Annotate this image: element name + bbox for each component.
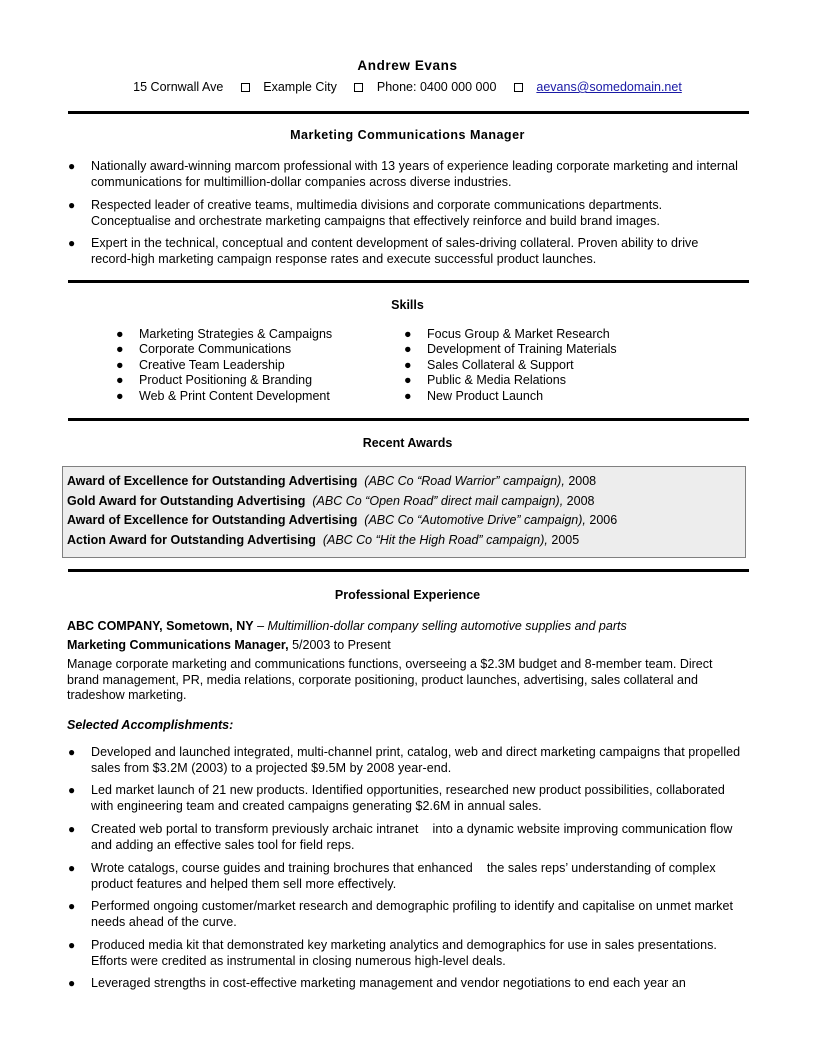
role-line <box>67 638 391 652</box>
skill-item: ● New Product Launch <box>404 388 544 403</box>
separator-box-icon <box>354 83 363 92</box>
email-link[interactable]: aevans@somedomain.net <box>536 80 682 94</box>
company-description: – Multimillion-dollar company selling automotive supplies and parts <box>257 619 627 633</box>
skill-item: ● Creative Team Leadership <box>116 357 285 372</box>
separator-box-icon <box>241 83 250 92</box>
awards-heading: Recent Awards <box>362 436 453 450</box>
city: Example City <box>263 80 337 94</box>
resume-page: Andrew Evans 15 Cornwall Ave Example City Phone: 0400 000 000 aevans@somedomain.net Marketing Communications Manager ● Nationally award-winning marcom professional with 13 years of experience leading corporate marketing and internal communications for multimillion-dollar companies across diverse industries. ● Respected leader of creative teams, multimedia divisions and corporate communications departments. Conceptualise and orchestrate marketing campaigns that effectively reinforce and build brand images. ● Expert in the technical, conceptual and content development of sales-driving collateral. Proven ability to drive record-high marketing campaign response rates and execute successful product launches. Skills ● Marketing Strategies & Campaigns ● Corporate Communications ● Creative Team Leadership ● Product Positioning & Branding ● Web & Print Content Development ● Focus Group & Market Research ● Development of Training Materials ● Sales Collateral & Support ● Public & Media Relations ● New Product Launch Recent Awards Award of Excellence for Outstanding Advertising (ABC Co “Road Warrior” campaign), 2008 Gold Award for Outstanding Advertising (ABC Co “Open Road” direct mail campaign), 2008 Award of Excellence for Outstanding Advertising (ABC Co “Automotive Drive” campaign), 2006 Action Award for Outstanding Advertising (ABC Co “Hit the High Road” campaign), 2005 Professional Experience ABC COMPANY, Sometown, NY – Multimillion-dollar company selling automotive supplies and parts Marketing Communications Manager, 5/2003 to Present Manage corporate marketing and communications functions, overseeing a $2.3M budget and 8-member team. Direct brand management, PR, media relations, corporate positioning, product launches, advertising, sales collateral and tradeshow marketing. Selected Accomplishments: ● Developed and launched integrated, multi-channel print, catalog, web and direct marketing campaigns that propelled sales from $3.2M (2003) to a projected $9.5M by 2008 year-end. ● Led market launch of 21 new products. Identified opportunities, researched new product possibilities, collaborated with engineering team and created campaigns generating $2.6M in annual sales. ● Created web portal to transform previously archaic intranet into a dynamic website improving communication flow and adding an effective sales tool for field reps. ● Wrote catalogs, course guides and training brochures that enhanced the sales reps’ understanding of complex product features and helped them sell more effectively. ● Performed ongoing customer/market research and demographic profiling to identify and capitalise on unmet market needs ahead of the curve. ● Produced media kit that demonstrated key marketing analytics and demographics for use in sales presentations. Efforts were credited as instrumental in closing numerous high-level deals. ● Leveraged strengths in cost-effective marketing management and vendor negotiations to end each year an <box>0 0 815 1055</box>
job-title: Marketing Communications Manager <box>290 128 525 142</box>
skill-item: ● Public & Media Relations <box>404 373 566 388</box>
address: 15 Cornwall Ave <box>133 80 224 94</box>
experience-heading: Professional Experience <box>334 588 481 602</box>
skills-heading: Skills <box>391 298 424 312</box>
divider <box>68 569 749 572</box>
candidate-name: Andrew Evans <box>357 58 458 73</box>
bullet-icon: ● <box>68 938 76 952</box>
award-item: Action Award for Outstanding Advertising (ABC Co “Hit the High Road” campaign), 2005 <box>67 533 580 547</box>
bullet-icon: ● <box>68 198 76 212</box>
skill-item: ● Focus Group & Market Research <box>404 327 610 341</box>
separator-box-icon <box>514 83 523 92</box>
award-item: Award of Excellence for Outstanding Advertising (ABC Co “Road Warrior” campaign), 2008 <box>67 474 597 488</box>
bullet-icon: ● <box>68 159 76 173</box>
bullet-icon: ● <box>68 822 76 836</box>
skills-list-right <box>404 327 664 404</box>
skill-item: ● Product Positioning & Branding <box>116 373 313 388</box>
role-dates: 5/2003 to Present <box>292 638 391 652</box>
role-description: Manage corporate marketing and communications functions, overseeing a $2.3M budget and 8-member team. Direct brand management, PR, media relations, corporate positioning, product launches, advertising, sales collateral and tradeshow marketing. <box>67 657 713 703</box>
divider <box>68 280 749 283</box>
skill-item: ● Sales Collateral & Support <box>404 357 574 372</box>
role-title: Marketing Communications Manager, <box>67 638 289 652</box>
bullet-icon: ● <box>68 861 76 875</box>
bullet-icon: ● <box>68 899 76 913</box>
phone: Phone: 0400 000 000 <box>376 80 497 94</box>
divider <box>68 418 749 421</box>
bullet-icon: ● <box>68 976 76 990</box>
accomplishments-heading: Selected Accomplishments: <box>67 718 234 732</box>
company-line <box>67 619 627 633</box>
bullet-icon: ● <box>68 783 76 797</box>
skill-item: ● Corporate Communications <box>116 342 292 357</box>
skills-list-left <box>116 327 376 404</box>
skill-item: ● Development of Training Materials <box>404 342 617 357</box>
divider <box>68 111 749 114</box>
skill-item: ● Marketing Strategies & Campaigns <box>116 327 333 341</box>
contact-line <box>0 80 815 94</box>
skill-item: ● Web & Print Content Development <box>116 388 330 403</box>
award-item: Gold Award for Outstanding Advertising (ABC Co “Open Road” direct mail campaign), 2008 <box>67 494 595 508</box>
bullet-icon: ● <box>68 745 76 759</box>
award-item: Award of Excellence for Outstanding Advertising (ABC Co “Automotive Drive” campaign), 2006 <box>67 513 618 527</box>
company-name: ABC COMPANY, Sometown, NY <box>67 619 254 633</box>
bullet-icon: ● <box>68 236 76 250</box>
